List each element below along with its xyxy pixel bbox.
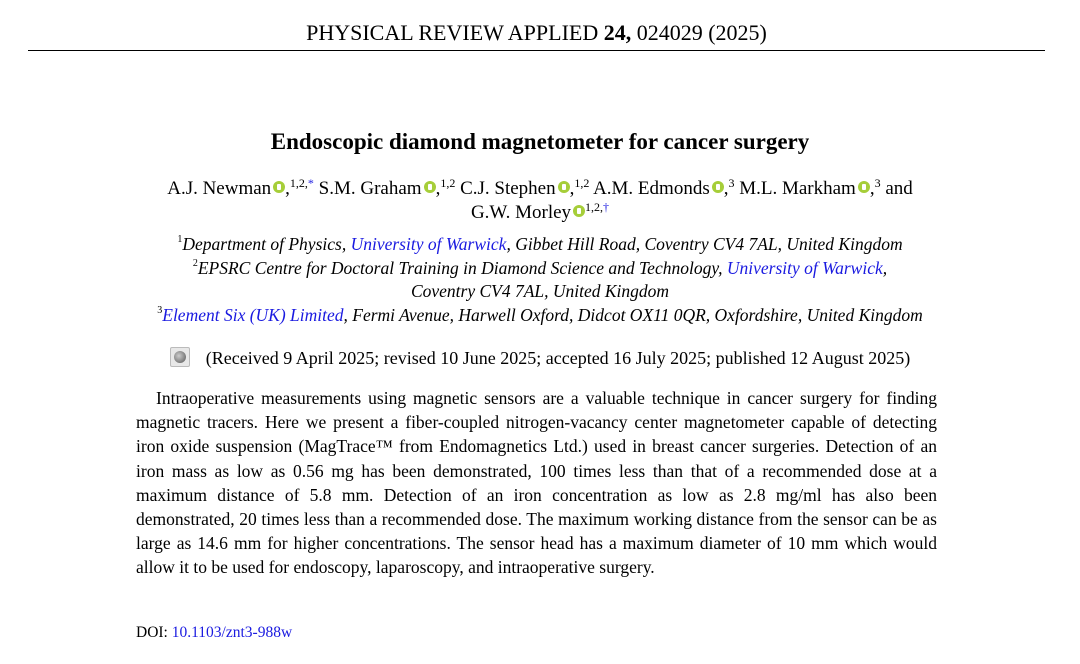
affiliation-link[interactable]: University of Warwick (350, 234, 507, 254)
affiliation-3 (60, 304, 1020, 328)
affiliation-2 (60, 257, 1020, 304)
crossmark-icon[interactable] (170, 347, 190, 367)
abstract: Intraoperative measurements using magnetic sensors are a valuable technique in cancer surgery for finding magnetic tracers. Here we present a fiber-coupled nitrogen-vacancy center magnetometer capable of detecting iron oxide suspension (MagTrace™ from Endomagnetics Ltd.) used in breast cancer surgeries. Detection of an iron mass as low as 0.56 mg has been demonstrated, 100 times less than that of a recommended dose at a maximum distance of 5.8 mm. Detection of an iron concentration as low as 2.8 mg/ml has also been demonstrated, 20 times less than a recommended dose. The maximum working distance from the sensor can be as large as 14.6 mm for higher concentrations. The sensor head has a maximum diameter of 10 mm which would allow it to be used for endoscopy, laparoscopy, and intraoperative surgery. (136, 388, 937, 578)
affiliation-link[interactable]: University of Warwick (726, 257, 883, 278)
paper-title: Endoscopic diamond magnetometer for cancer surgery (270, 129, 810, 154)
affiliation-text: , Gibbet Hill Road, Coventry CV4 7AL, United Kingdom (506, 234, 903, 254)
author-list: A.J. Newman ,$^{1,2,*}$ S.M. Graham ,$^{1,2}$ C.J. Stephen ,$^{1,2}$ A.M. Edmonds ,$^3$ M.L. Markham ,$^3$ and G.W. Morley $^{1,2,\dagger}$ (167, 176, 913, 223)
authors-and: and (885, 178, 913, 199)
affiliation-1 (60, 233, 1020, 257)
author-affil: 1,2, (289, 176, 308, 190)
received-dates (0, 346, 1080, 370)
author-name[interactable]: G.W. Morley (470, 202, 572, 223)
orcid-icon[interactable] (273, 181, 285, 193)
author-affil: 1,2, (585, 200, 604, 214)
header-rule (28, 50, 1045, 51)
affiliation-link[interactable]: Element Six (UK) Limited (162, 304, 344, 325)
affiliation-text: , Fermi Avenue, Harwell Oxford, Didcot OX11 0QR, Oxfordshire, United Kingdom (343, 304, 923, 325)
author-affil: 1,2 (440, 176, 456, 190)
author-name[interactable]: C.J. Stephen (460, 178, 556, 199)
affiliation-text: EPSRC Centre for Doctoral Training in Diamond Science and Technology, (197, 257, 727, 278)
doi (136, 622, 292, 644)
received-text: (Received 9 April 2025; revised 10 June 2025; accepted 16 July 2025; published 12 August 2025) (205, 348, 911, 368)
author-name[interactable]: A.J. Newman (167, 178, 272, 199)
affiliation-list (60, 233, 1020, 327)
corresponding-mark[interactable]: * (307, 176, 314, 190)
author-name[interactable]: A.M. Edmonds (593, 178, 710, 199)
orcid-icon[interactable] (558, 181, 570, 193)
doi-link[interactable]: 10.1103/znt3-988w (171, 624, 293, 641)
author-name[interactable]: M.L. Markham (739, 178, 856, 199)
orcid-icon[interactable] (424, 181, 436, 193)
journal-volume: 24, (603, 20, 632, 45)
orcid-icon[interactable] (712, 181, 724, 193)
affiliation-text: Coventry CV4 7AL, United Kingdom (410, 281, 670, 301)
doi-label: DOI: (136, 624, 168, 641)
affiliation-text: Department of Physics, (182, 234, 351, 254)
author-affil: 1,2 (574, 176, 590, 190)
journal-name: PHYSICAL REVIEW APPLIED (306, 20, 599, 45)
author-name[interactable]: S.M. Graham (318, 178, 422, 199)
author-affil: 3 (728, 176, 735, 190)
affiliation-number: 2 (192, 257, 198, 269)
article-number: 024029 (2025) (636, 20, 767, 45)
author-affil: 3 (874, 176, 881, 190)
affiliation-number: 1 (177, 234, 183, 245)
corresponding-mark[interactable]: † (603, 200, 610, 214)
affiliation-text: , (882, 257, 888, 278)
orcid-icon[interactable] (573, 205, 585, 217)
affiliation-number: 3 (157, 304, 163, 316)
journal-header (28, 18, 1045, 48)
orcid-icon[interactable] (858, 181, 870, 193)
